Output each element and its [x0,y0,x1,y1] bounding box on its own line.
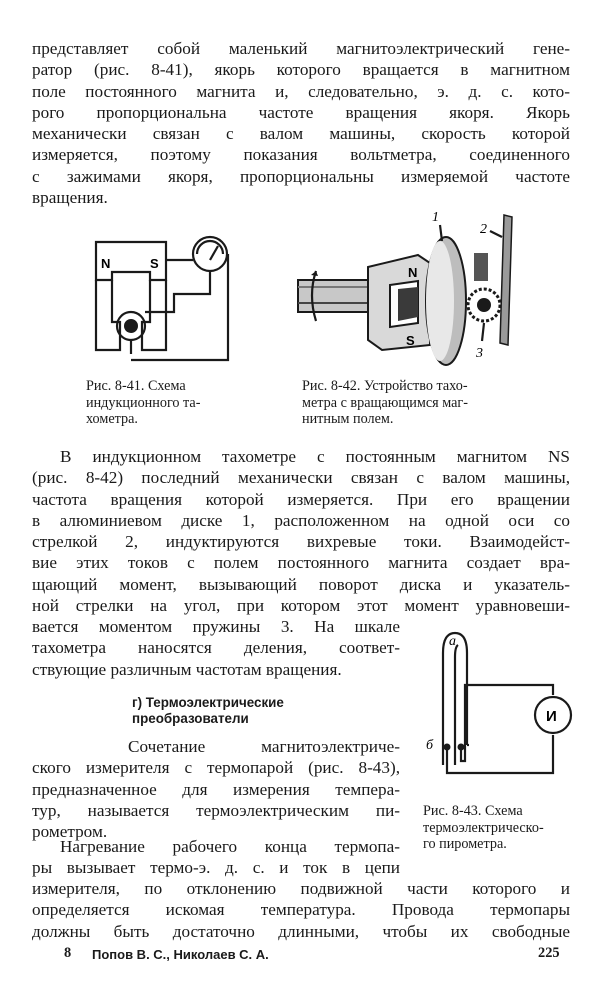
caption-line: индукционного та- [86,394,201,411]
wire [145,271,210,312]
figure-8-41-diagram [78,232,253,367]
meter-label: И [546,708,557,725]
text-line: ной стрелки на угол, при котором этот момент уравновеши- [32,596,570,616]
heading-line: г) Термоэлектрические [132,695,284,710]
caption-line: термоэлектрическо- [423,819,544,836]
wire [447,735,553,773]
paragraph-4-continued [32,878,570,942]
label-3: 3 [476,346,483,361]
caption-line: нитным полем. [302,411,394,427]
text-line: должны быть достаточно длинными, чтобы их свободные [32,921,570,941]
section-heading [132,695,284,727]
text-line: механически связан с валом машины, скорость которой [32,124,570,144]
text-line: измеряется, поэтому показания вольтметра, соединенного [32,145,570,165]
pole-s-label: S [150,256,159,271]
caption-line: хометра. [86,411,138,427]
text-line: определяется искомая температура. Провода термопары [32,900,570,920]
text-line: В индукционном тахометре с постоянным магнитом NS [60,447,570,466]
text-line: тахометра наносятся деления, соответ- [32,638,400,658]
text-line: частота вращения которой измеряется. При его вращении [32,489,570,509]
text-line: рометром. [32,822,108,842]
figure-8-42-diagram [290,205,525,370]
heading-line: преобразователи [132,711,249,726]
label-2: 2 [480,222,487,237]
caption-line: го пирометра. [423,836,507,852]
text-line: измерителя, по отклонению подвижной части которого и [32,879,570,898]
text-line: щающий момент, вызывающий поворот диска и указатель- [32,574,570,594]
caption-line: Рис. 8-42. Устройство тахо- [302,378,468,394]
caption-line: Рис. 8-43. Схема [423,803,523,819]
text-line: вращения. [32,188,108,208]
text-line: тур, называется термоэлектрическим пи- [32,800,400,820]
text-line: ствующие различным частотам вращения. [32,659,342,679]
text-line: в алюминиевом диске 1, расположенном на одной оси со [32,510,570,530]
figure-8-43-caption [423,803,573,853]
paragraph-4 [32,836,400,879]
paragraph-3 [32,736,400,842]
text-line: Нагревание рабочего конца термопа- [60,837,400,856]
paragraph-1 [32,38,570,208]
text-line: представляет собой маленький магнитоэлектрический гене- [32,39,570,58]
caption-line: Рис. 8-41. Схема [86,378,186,394]
pole-right [142,280,166,350]
figure-8-41-caption [86,378,256,428]
text-line: (рис. 8-42) последний механически связан с валом машины, [32,468,570,488]
paragraph-2 [32,446,570,616]
figure-8-42-caption [302,378,532,428]
page-number: 225 [538,945,560,961]
text-line: рого пропорциональна частоте вращения якоря. Якорь [32,102,570,122]
text-line: ратор (рис. 8-41), якорь которого вращается в магнитном [32,60,570,80]
label-1: 1 [432,210,439,225]
text-line: с зажимами якоря, пропорциональны измеряемой частоте [32,166,570,186]
magnet-n-label: N [408,265,418,280]
caption-line: метра с вращающимся маг- [302,394,468,411]
text-line: ры вызывает термо-э. д. с. и ток в цепи [32,858,400,878]
text-line: ского измерителя с термопарой (рис. 8-43), [32,758,400,778]
junction-b-label: б [426,738,434,753]
footer-authors: Попов В. С., Николаев С. А. [92,947,269,962]
text-line: поле постоянного магнита и, следовательно, э. д. с. кото- [32,81,570,101]
paragraph-2-continued [32,616,400,680]
text-line: предназначенное для измерения темпера- [32,779,400,799]
pole-left [96,280,120,350]
figure-8-43-diagram [425,625,575,795]
junction-a-label: а [449,634,456,649]
text-line: вается моментом пружины 3. На шкале [32,617,400,636]
text-line: Сочетание магнитоэлектриче- [128,737,400,756]
pointer [500,215,512,345]
wire [461,685,553,761]
pole-n-label: N [101,256,111,271]
shaft [298,280,368,312]
text-line: стрелкой 2, индуктируются вихревые токи. Взаимодейст- [32,532,570,552]
magnet-s-label: S [406,333,415,348]
text-line: вие этих токов с полем постоянного магнита создает вра- [32,553,570,573]
signature-mark: 8 [64,945,72,961]
